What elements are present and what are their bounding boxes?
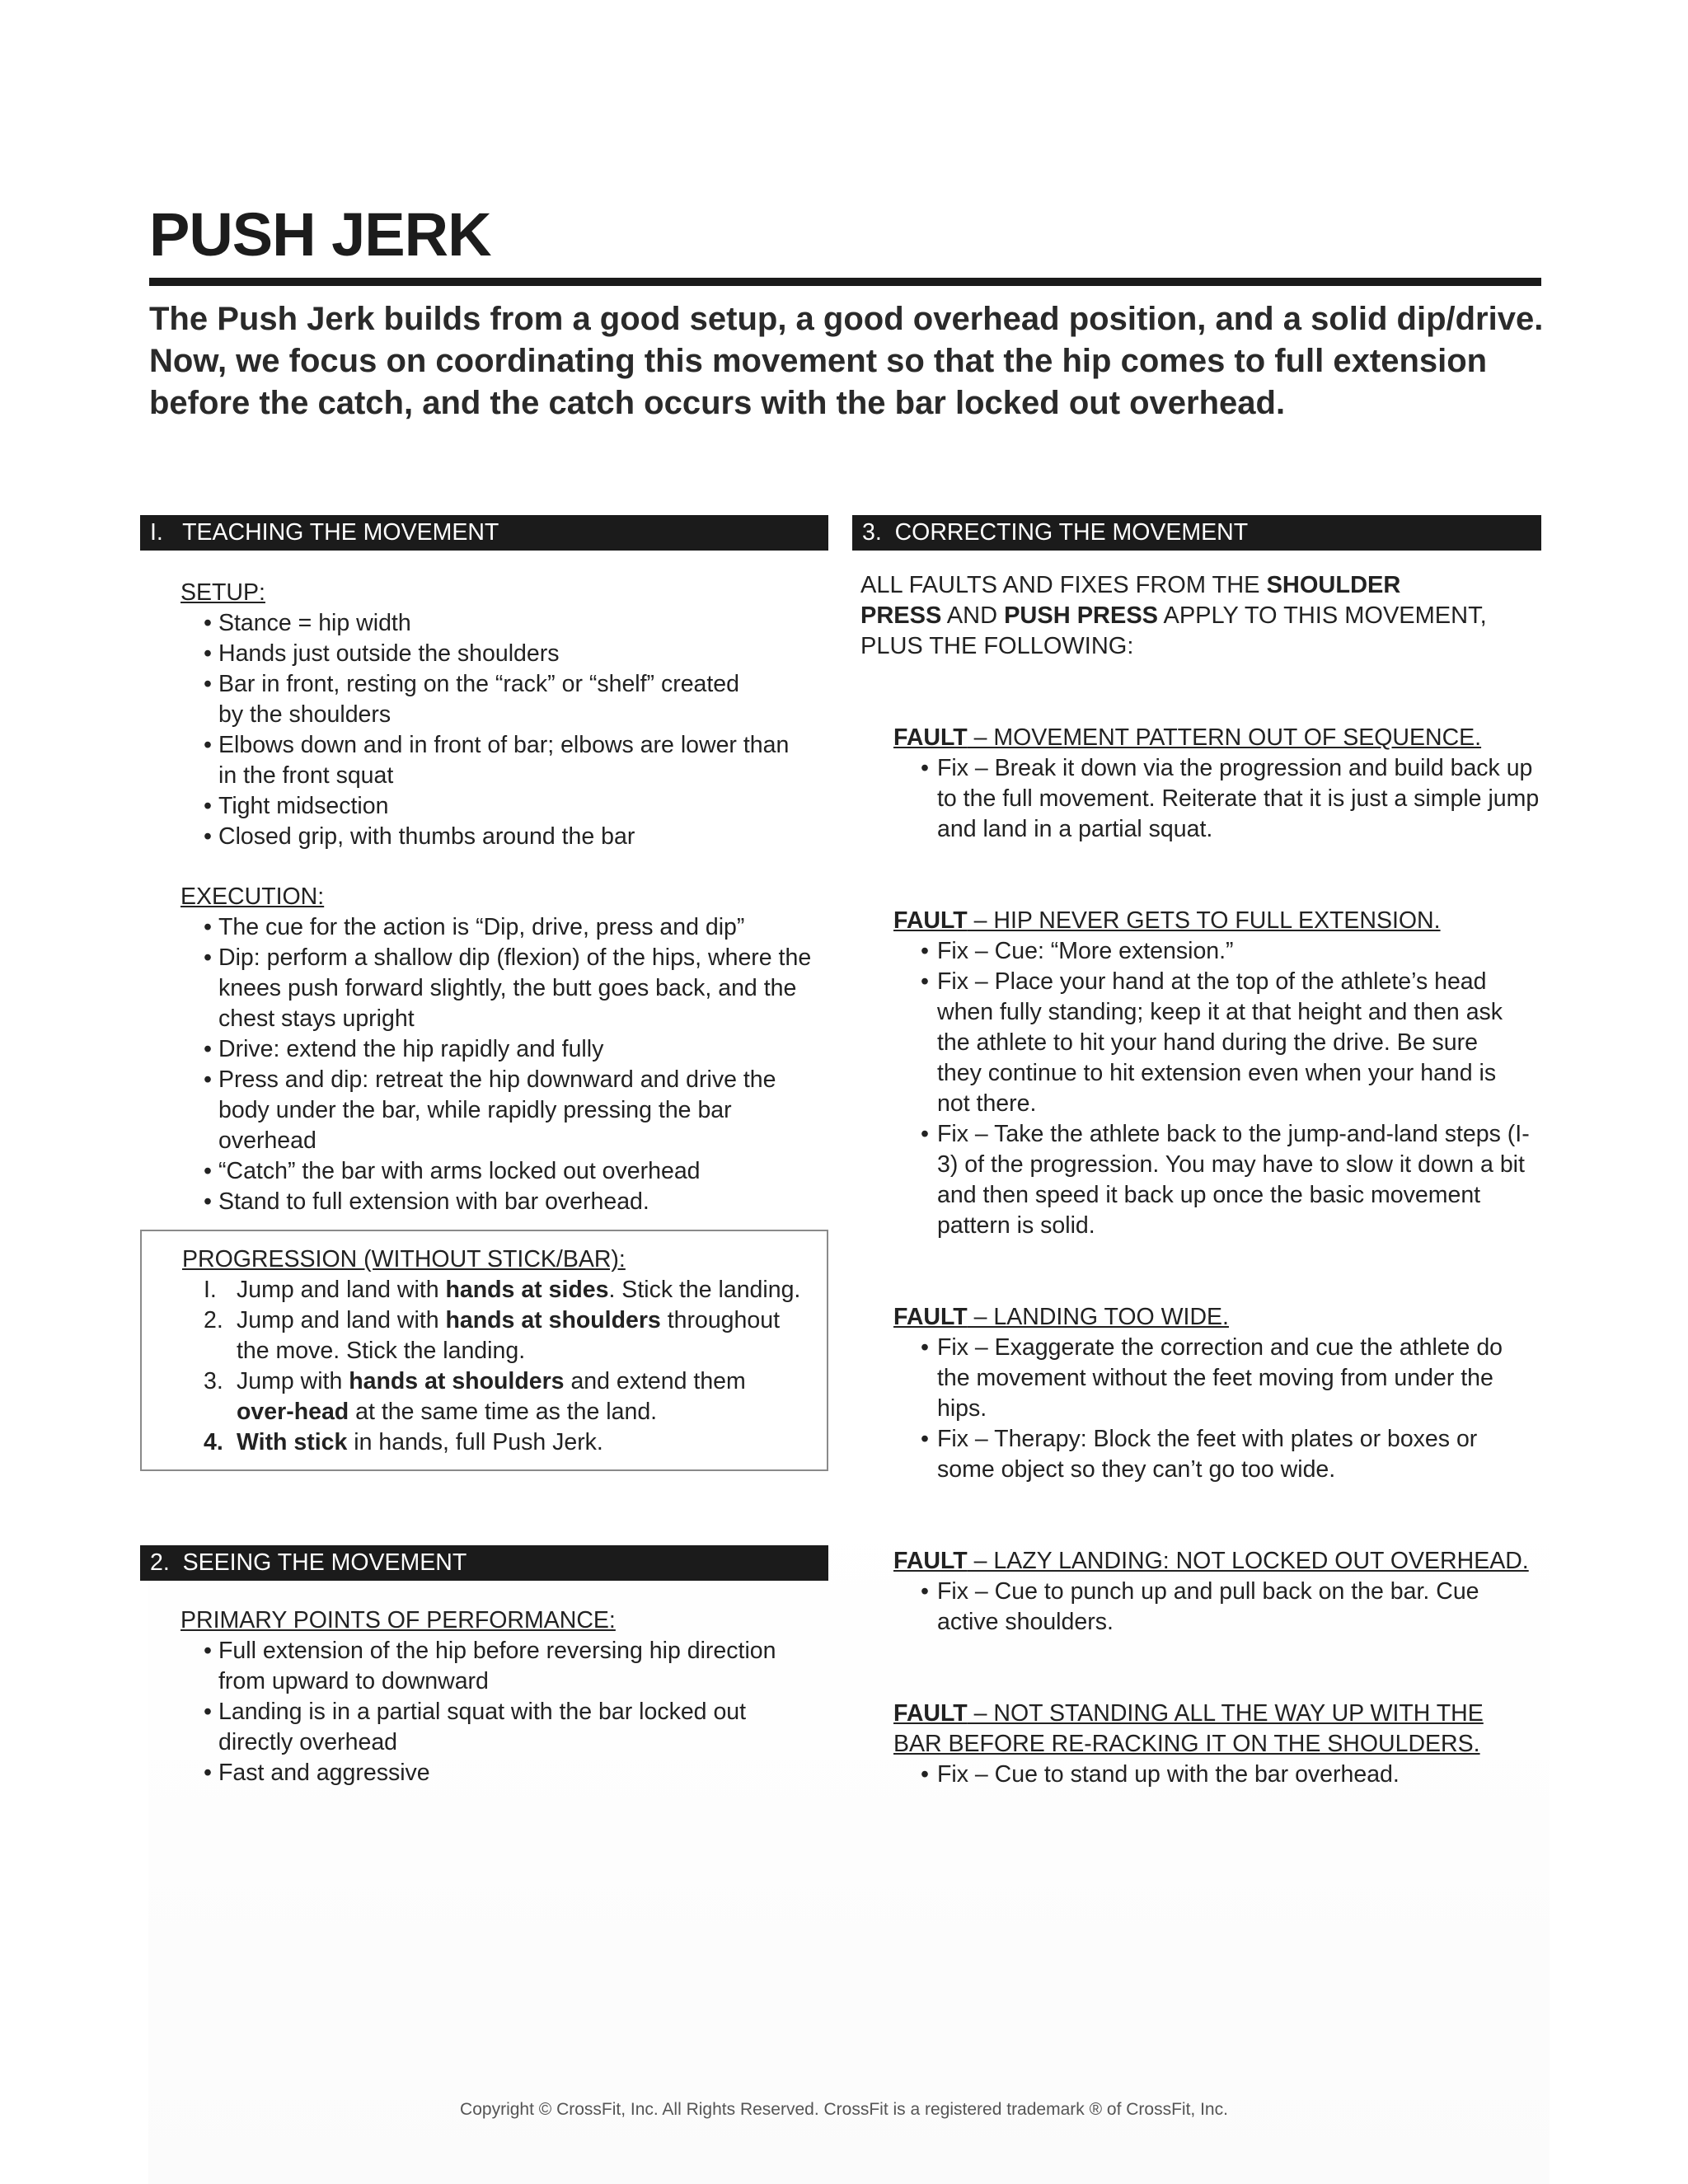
fault-heading: FAULT – HIP NEVER GETS TO FULL EXTENSION. [893, 907, 1441, 934]
setup-item: • Elbows down and in front of bar; elbows are lower than in the front squat [181, 730, 812, 791]
progression-heading: PROGRESSION (WITHOUT STICK/BAR): [182, 1246, 626, 1272]
execution-item: • Drive: extend the hip rapidly and fully [181, 1034, 828, 1065]
fault-block [893, 723, 1541, 845]
fault-heading: FAULT – NOT STANDING ALL THE WAY UP WITH THE BAR BEFORE RE-RACKING IT ON THE SHOULDERS. [893, 1700, 1484, 1757]
setup-item: • Closed grip, with thumbs around the bar [181, 822, 828, 852]
setup-list [140, 608, 828, 852]
fault-heading: FAULT – MOVEMENT PATTERN OUT OF SEQUENCE. [893, 724, 1482, 751]
points-list [140, 1636, 828, 1788]
fix-item: • Fix – Place your hand at the top of the athlete’s head when fully standing; keep it at that height and then ask the athlete to hit your hand during the drive. Be sure they continue to hit extension even when your hand is not there. [893, 967, 1514, 1119]
progression-step: 3. Jump with hands at shoulders and extend them over-head at the same time as the land. [204, 1368, 746, 1425]
right-column [852, 515, 1541, 1790]
progression-step-number: 3. [204, 1368, 223, 1394]
fault-heading: FAULT – LAZY LANDING: NOT LOCKED OUT OVERHEAD. [893, 1548, 1529, 1574]
progression-list [142, 1275, 827, 1458]
execution-item: • Stand to full extension with bar overhead. [181, 1187, 828, 1217]
fix-list [893, 1760, 1541, 1790]
fault-block [893, 906, 1541, 1241]
fault-heading: FAULT – LANDING TOO WIDE. [893, 1304, 1229, 1330]
execution-list [140, 912, 828, 1217]
execution-item: • Dip: perform a shallow dip (flexion) of the hips, where the knees push forward slightly, the butt goes back, and the chest stays upright [181, 943, 828, 1034]
fix-item: • Fix – Cue to stand up with the bar overhead. [893, 1760, 1541, 1790]
fix-item: • Fix – Break it down via the progression and build back up to the full movement. Reiterate that it is just a simple jump and land in a partial squat. [893, 753, 1541, 845]
left-column [140, 515, 828, 1788]
fix-item: • Fix – Take the athlete back to the jump-and-land steps (I-3) of the progression. You may have to slow it down a bit and then speed it back up once the basic movement pattern is solid. [893, 1119, 1541, 1241]
fault-block [893, 1546, 1541, 1638]
correcting-intro: ALL FAULTS AND FIXES FROM THE SHOULDER PRESS AND PUSH PRESS APPLY TO THIS MOVEMENT, PLUS THE FOLLOWING: [860, 572, 1487, 659]
title-rule [149, 278, 1541, 286]
execution-item: • “Catch” the bar with arms locked out overhead [181, 1156, 828, 1187]
progression-emphasis: hands at shoulders [445, 1307, 661, 1333]
progression-step-number: 2. [204, 1307, 223, 1333]
execution-heading: EXECUTION: [181, 883, 325, 910]
progression-box [140, 1230, 828, 1471]
execution-item: • Press and dip: retreat the hip downward and drive the body under the bar, while rapidly pressing the bar overhead [181, 1065, 795, 1156]
intro-paragraph: The Push Jerk builds from a good setup, a good overhead position, and a solid dip/drive. Now, we focus on coordinating this movement so that the hip comes to full extension before the catch, and the catch occurs with the bar locked out overhead. [149, 301, 1544, 421]
fault-block [893, 1302, 1541, 1485]
progression-emphasis: With stick [237, 1429, 348, 1455]
setup-item: • Stance = hip width [181, 608, 828, 639]
setup-item: • Tight midsection [181, 791, 828, 822]
fix-list [893, 936, 1541, 1241]
section-header-seeing: 2. SEEING THE MOVEMENT [140, 1545, 828, 1581]
page-title: PUSH JERK [149, 200, 491, 269]
points-heading: PRIMARY POINTS OF PERFORMANCE: [181, 1607, 616, 1633]
points-item: • Landing is in a partial squat with the bar locked out directly overhead [181, 1697, 779, 1758]
section-header-teaching: I. TEACHING THE MOVEMENT [140, 515, 828, 551]
setup-item: • Hands just outside the shoulders [181, 639, 828, 669]
points-item: • Fast and aggressive [181, 1758, 828, 1788]
points-item: • Full extension of the hip before reversing hip direction from upward to downward [181, 1636, 828, 1697]
fix-list [893, 753, 1541, 845]
fix-item: • Fix – Therapy: Block the feet with plates or boxes or some object so they can’t go too wide. [893, 1424, 1531, 1485]
fix-item: • Fix – Cue: “More extension.” [893, 936, 1541, 967]
progression-emphasis: hands at sides [445, 1277, 609, 1303]
setup-item: • Bar in front, resting on the “rack” or “shelf” created by the shoulders [181, 669, 762, 730]
section-header-correcting: 3. CORRECTING THE MOVEMENT [852, 515, 1541, 551]
execution-item: • The cue for the action is “Dip, drive, press and dip” [181, 912, 828, 943]
fix-item: • Fix – Exaggerate the correction and cue the athlete do the movement without the feet moving from under the hips. [893, 1333, 1541, 1424]
progression-emphasis: hands at shoulders [349, 1368, 565, 1394]
fix-item: • Fix – Cue to punch up and pull back on the bar. Cue active shoulders. [893, 1577, 1514, 1638]
progression-step: 2. Jump and land with hands at shoulders throughout the move. Stick the landing. [204, 1307, 780, 1364]
progression-step-number: 4. [204, 1429, 223, 1455]
setup-heading: SETUP: [181, 579, 265, 606]
copyright-footer: Copyright © CrossFit, Inc. All Rights Reserved. CrossFit is a registered trademark ® of CrossFit, Inc. [460, 2100, 1228, 2119]
fix-list [893, 1577, 1541, 1638]
progression-emphasis: over-head [237, 1399, 349, 1425]
fault-block [893, 1699, 1541, 1790]
progression-step-number: I. [204, 1277, 217, 1303]
progression-step: I. Jump and land with hands at sides. Stick the landing. [182, 1275, 814, 1305]
progression-step: 4. With stick in hands, full Push Jerk. [182, 1427, 814, 1458]
fix-list [893, 1333, 1541, 1485]
